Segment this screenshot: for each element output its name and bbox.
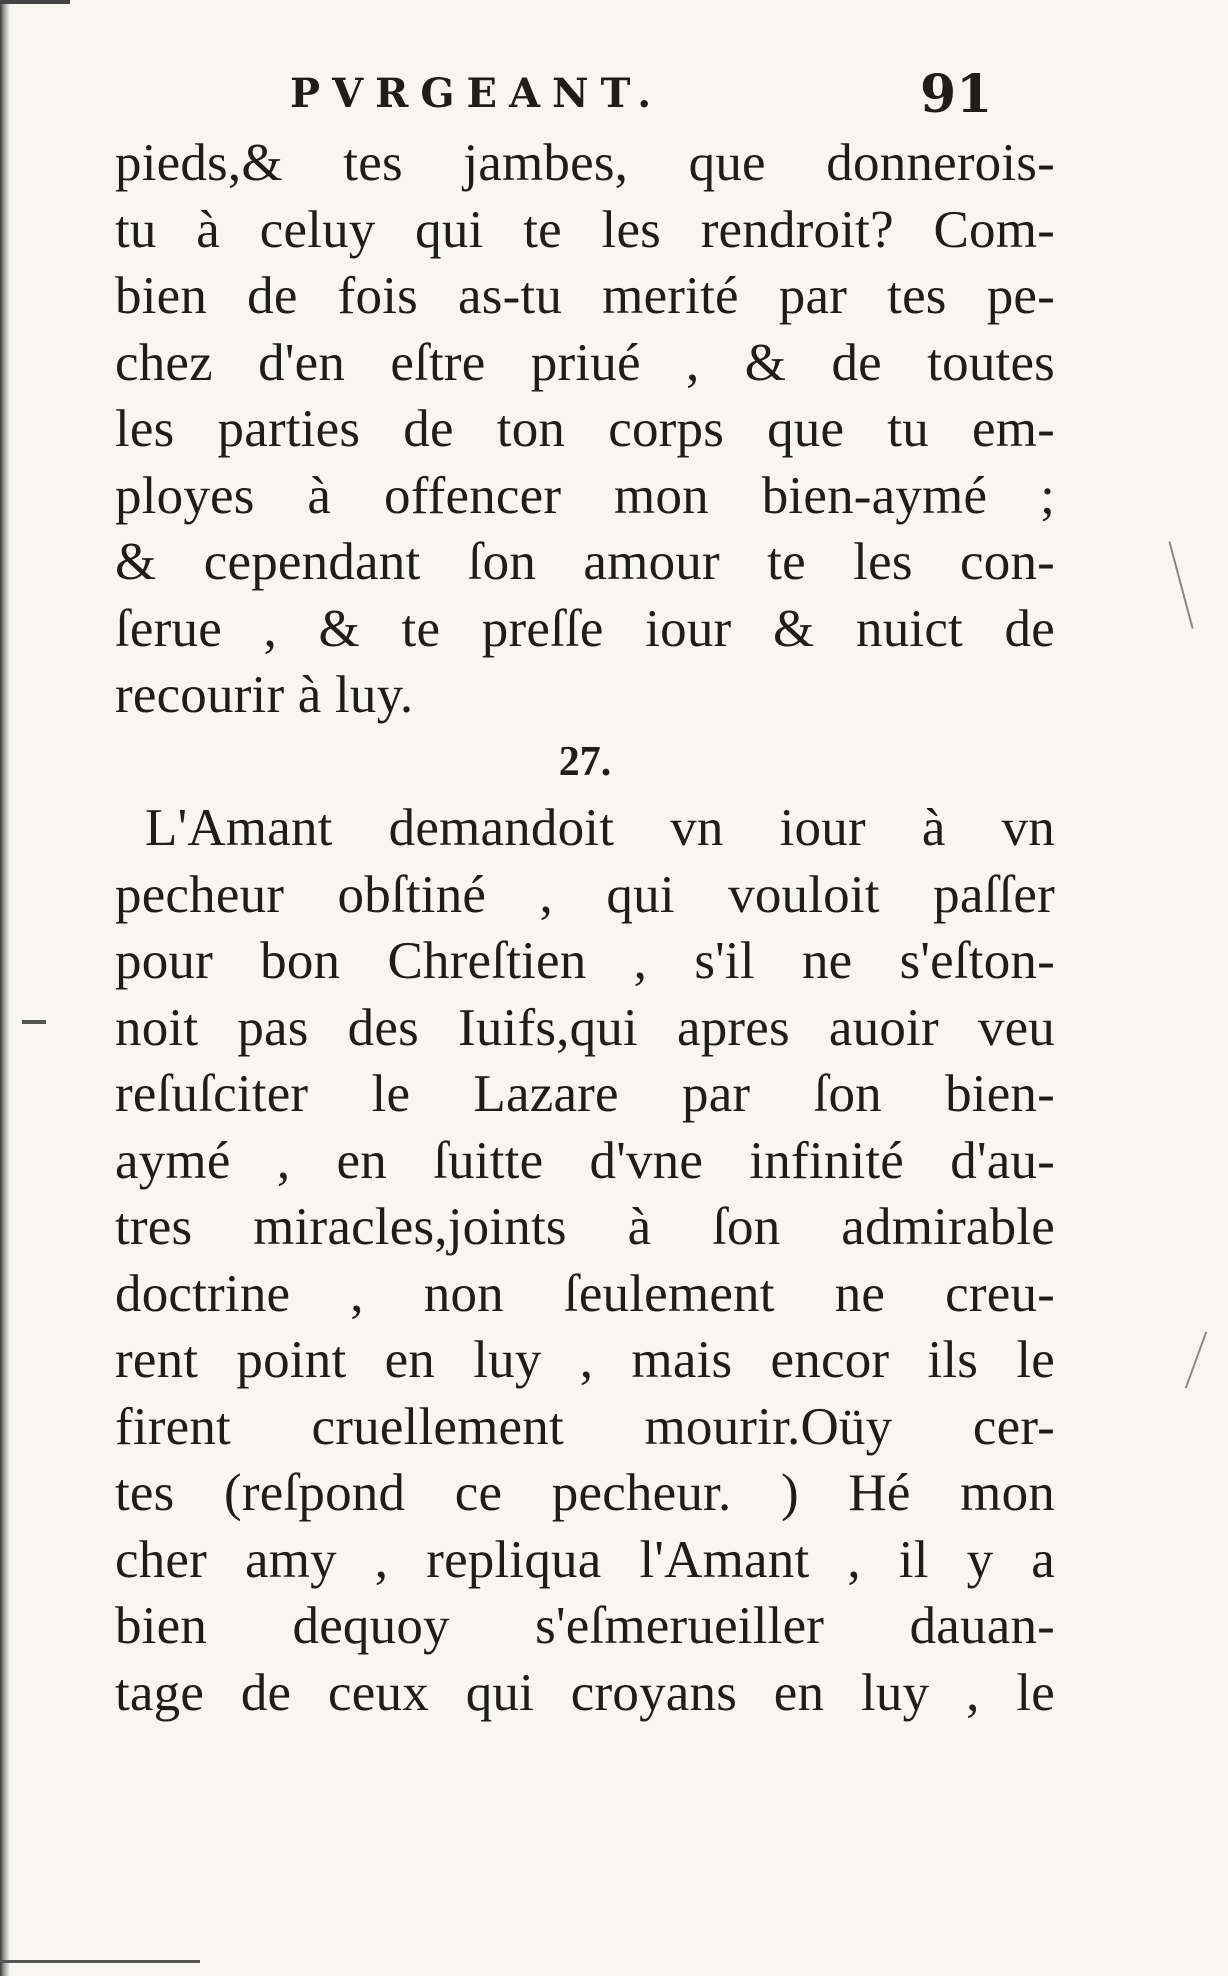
margin-stroke [22, 1020, 46, 1024]
text-line: recourir à luy. [115, 666, 414, 724]
margin-stroke [1168, 541, 1193, 628]
text-line: ſerue , & te preſſe iour & nuict de [115, 599, 1055, 658]
text-line: aymé , en ſuitte d'vne infinité d'au- [115, 1131, 1055, 1190]
text-line: L'Amant demandoit vn iour à vn [145, 799, 1055, 857]
text-line: rent point en luy , mais encor ils le [115, 1331, 1055, 1389]
text-line: tu à celuy qui te les rendroit? Com- [115, 200, 1055, 259]
text-line: bien de fois as-tu merité par tes pe- [115, 267, 1055, 325]
text-line: tres miracles,joints à ſon admirable [115, 1198, 1055, 1256]
text-line: pieds,& tes jambes, que donnerois- [115, 134, 1055, 192]
text-line: noit pas des Iuifs,qui apres auoir veu [115, 998, 1055, 1057]
body-text [115, 130, 1055, 1726]
text-line: & cependant ſon amour te les con- [115, 533, 1055, 591]
bottom-edge-mark [0, 1960, 200, 1963]
text-line: bien dequoy s'eſmerueiller dauan- [115, 1597, 1055, 1655]
text-line: les parties de ton corps que tu em- [115, 400, 1055, 458]
text-line: chez d'en eſtre priué , & de toutes [115, 333, 1055, 392]
margin-stroke [1185, 1331, 1207, 1388]
text-line: doctrine , non ſeulement ne creu- [115, 1264, 1055, 1323]
text-line: ployes à offencer mon bien-aymé ; [115, 466, 1055, 525]
text-line: pour bon Chreſtien , s'il ne s'eſton- [115, 932, 1055, 990]
text-line: tes (reſpond ce pecheur. ) Hé mon [115, 1464, 1055, 1522]
text-line: reſuſciter le Lazare par ſon bien- [115, 1065, 1055, 1123]
text-line: cher amy , repliqua l'Amant , il y a [115, 1530, 1055, 1589]
text-line: tage de ceux qui croyans en luy , le [115, 1663, 1055, 1722]
section-number: 27. [558, 738, 612, 785]
text-line: pecheur obſtiné , qui vouloit paſſer [115, 865, 1055, 924]
page-number: 91 [920, 64, 993, 125]
running-title: PVRGEANT. [290, 70, 664, 117]
page-binding-edge [0, 0, 10, 1976]
text-line: firent cruellement mourir.Oüy cer- [115, 1397, 1055, 1456]
top-edge-mark [0, 0, 70, 4]
